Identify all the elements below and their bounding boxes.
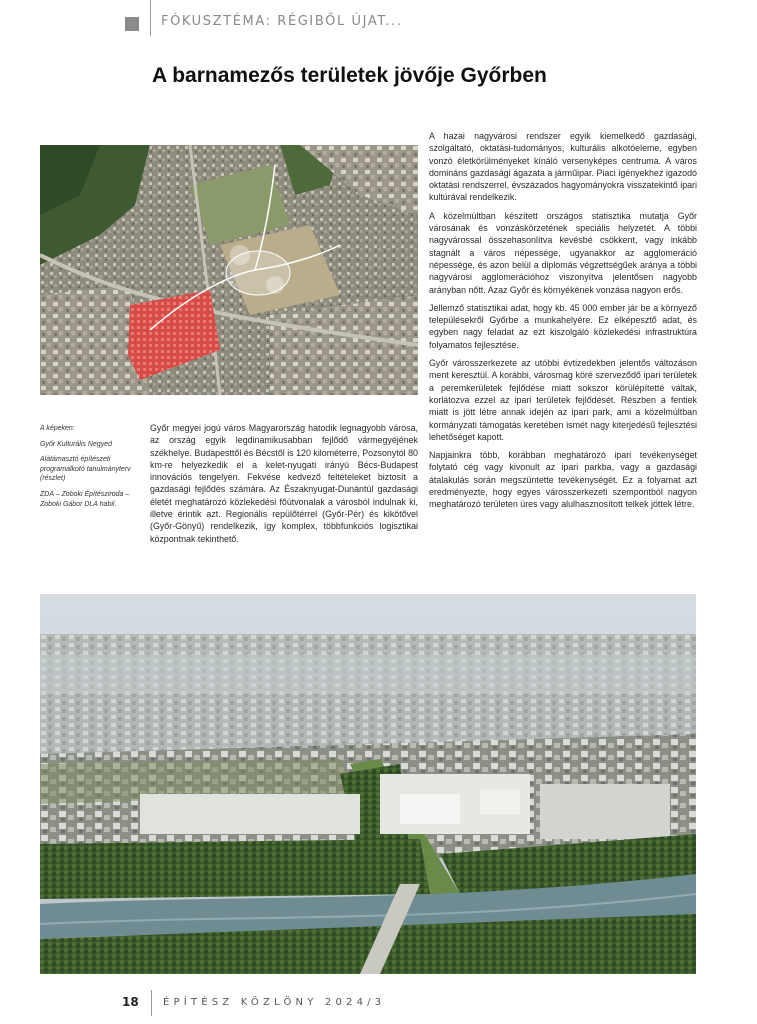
footer-divider: [151, 990, 152, 1016]
magazine-name: ÉPÍTÉSZ KÖZLÖNY 2024/3: [163, 997, 386, 1008]
page-number: 18: [122, 995, 139, 1009]
paragraph: A hazai nagyvárosi rendszer egyik kiemelkedő gazdasági, szolgáltató, oktatási-tudományos, kulturális alkotóeleme, egyben vonzó életkörülményeket kínáló versenyképes centruma. A város domináns gazdasági ágazata a járműipar. Piaci igényekhez igazodó oktatási rendszerrel, évszázados hagyományokra visszatekintő ipari kultúrával rendelkezik.: [429, 131, 697, 203]
header-divider: [150, 0, 151, 36]
caption-heading: A képeken:: [40, 425, 75, 432]
paragraph: Napjainkra több, korábban meghatározó ipari tevékenységet folytató cég vagy kivonult az ipari parkba, vagy a gazdasági átalakulás során megszüntette tevékenységét. Ez a folyamat azt eredményezte, hogy egyes városszerkezeti szempontból nagyon meghatározó területen üres vagy alulhasznosított telkek jöttek létre.: [429, 450, 697, 510]
caption-line: Győr Kulturális Negyed: [40, 440, 112, 448]
article-column-right: [429, 130, 697, 517]
aerial-rendering-image: [40, 594, 696, 974]
caption-line: Alátámasztó építészeti programalkotó tanulmányterv (részlet): [40, 456, 131, 483]
header-square-icon: [125, 17, 139, 31]
paragraph: Győr városszerkezete az utóbbi évtizedekben jelentős változáson ment keresztül. A korábbi, városmag köré szerveződő ipari területek a peremkerületek fejlődése miatt sokszor körülépítetté váltak, korlátozva ezzel az ipari területek fejlődését. Részben a fentiek miatt is jött létre annak idején az ipari park, ami a közelmúltban kormányzati támogatás keretében ismét nagy kiterjedésű fejlesztési lehetőséget kapott.: [429, 358, 697, 442]
paragraph: A közelmúltban készített országos statisztika mutatja Győr városának és vonzáskörzetének speciális helyzetét. A többi nagyvárossal összehasonlítva kevésbé csökkent, vagy inkább stagnált a város népessége, ugyanakkor az agglomeráció népessége, és azon belül a diplomás végzettségűek aránya a többi nagyvárosi agglomerációhoz viszonyítva jelentősen nagyobb arányban nőtt. Azaz Győr és környékének vonzása nagyon erős.: [429, 210, 697, 295]
article-column-left: [150, 422, 418, 551]
paragraph: Győr megyei jogú város Magyarország hatodik legnagyobb városa, az ország egyik legdinamikusabban fejlődő vármegyéjének székhelye. Budapesttől és Bécstől is 120 kilométerre, Pozsonytól 80 km-re helyezkedik el a kelet-nyugati irányú Bécs-Budapest innovációs tengelyen. Fekvése kedvező feltételeket biztosít a gazdasági fejlődés számára. Az Északnyugat-Dunántúl gazdasági életét meghatározó közlekedési főútvonalak a városból indulnak ki, illetve érintik azt. Regionális repülőtérrel (Győr-Pér) és kikötővel (Győr-Gönyű) rendelkezik, így komplex, többfunkciós logisztikai központnak tekinthető.: [150, 423, 418, 544]
satellite-map-image: [40, 145, 418, 395]
image-caption: [40, 424, 138, 515]
article-title: A barnamezős területek jövője Győrben: [152, 64, 547, 87]
paragraph: Jellemző statisztikai adat, hogy kb. 45 000 ember jár be a környező településekről Győrbe a munkahelyére. Ez elképesztő adat, és egyben nagy feladat az ezt kiszolgáló közlekedési infrastruktúra folyamatos fejlesztése.: [429, 302, 697, 350]
caption-line: ZDA – Zoboki Építésziroda – Zoboki Gábor DLA habil.: [40, 490, 130, 508]
section-header: FÓKUSZTÉMA: RÉGIBŐL ÚJAT...: [161, 14, 403, 29]
